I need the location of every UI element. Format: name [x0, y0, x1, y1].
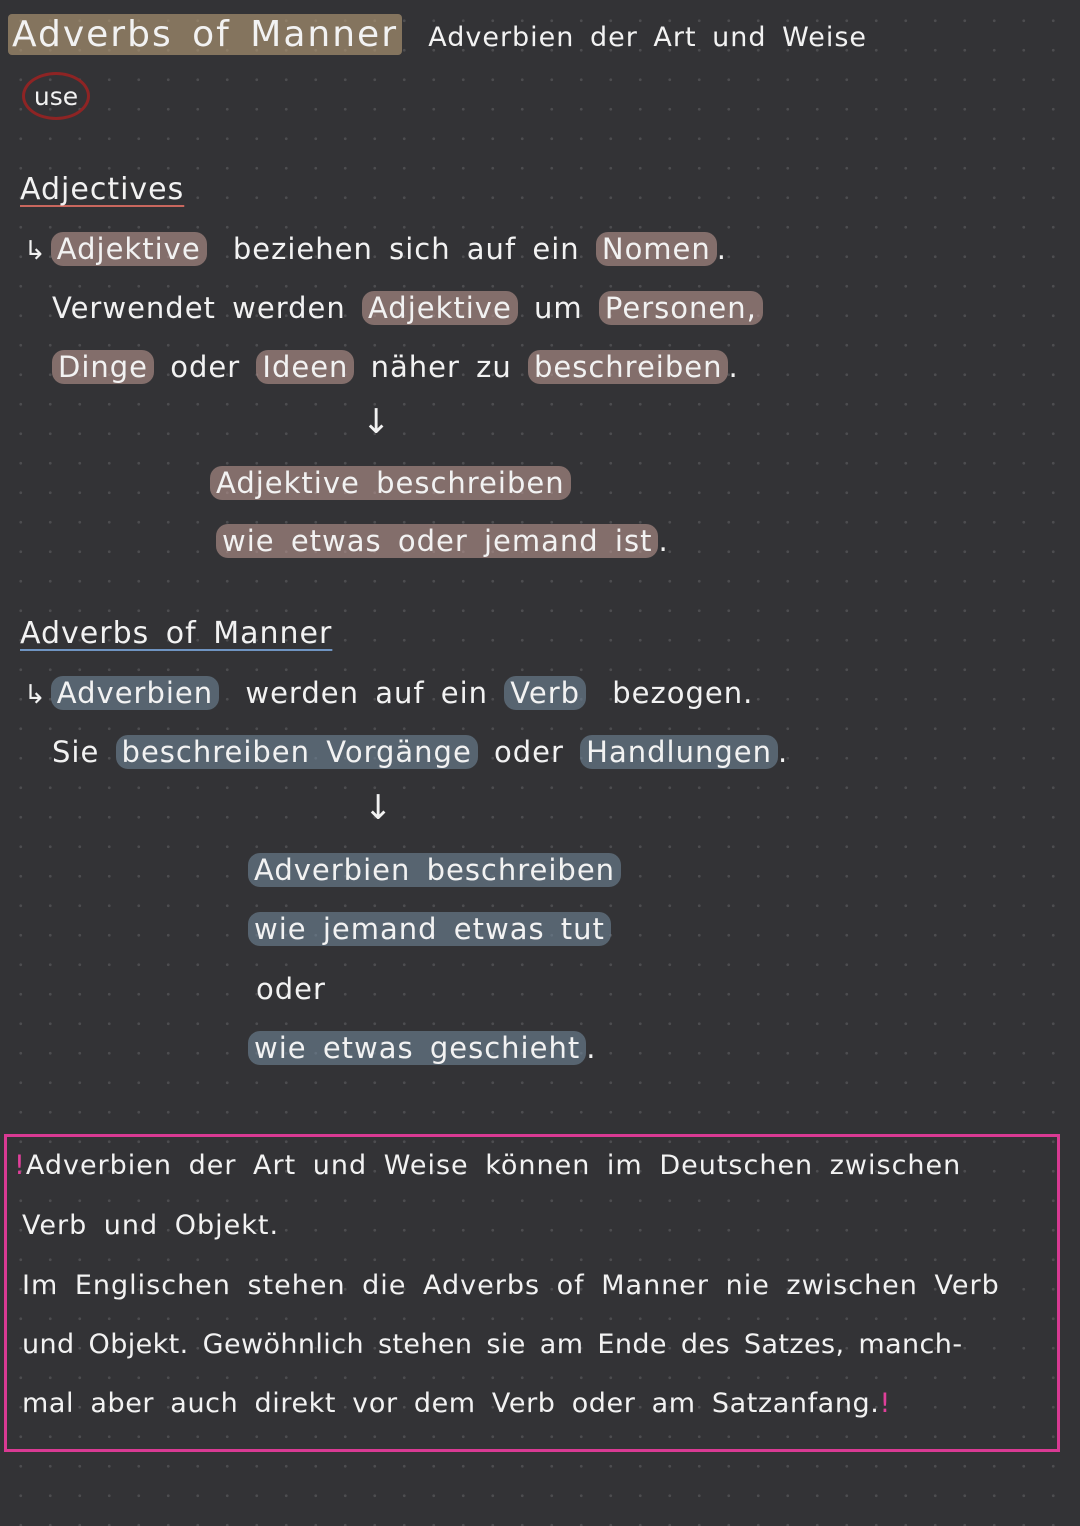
- text: bezogen.: [612, 676, 754, 710]
- exclamation-mark: !: [14, 1150, 26, 1181]
- adverbs-summary-2: [248, 912, 611, 946]
- word-adjektive: Adjektive: [51, 232, 207, 266]
- word-beschreiben: beschreiben: [528, 350, 729, 384]
- note-line-1: [14, 1150, 961, 1181]
- adjectives-heading: [20, 172, 184, 207]
- text: .: [716, 232, 728, 266]
- word-dinge: Dinge: [52, 350, 154, 384]
- note-line-5-text: mal aber auch direkt vor dem Verb oder am Satzanfang.: [22, 1388, 880, 1419]
- text: .: [777, 735, 789, 769]
- word-ideen: Ideen: [256, 350, 354, 384]
- note-line-2: [22, 1210, 279, 1241]
- adverbs-summary-4: [248, 1031, 596, 1065]
- note-line-4: [22, 1329, 962, 1360]
- note-line-2-text: Verb und Objekt.: [22, 1210, 280, 1241]
- adverbs-summary-1: [248, 853, 621, 887]
- text: oder: [494, 735, 564, 769]
- note-line-5: [22, 1388, 891, 1419]
- adverbs-summary-3: [256, 972, 326, 1006]
- adjectives-heading-text: Adjectives: [20, 172, 185, 207]
- down-arrow-icon: ↓: [362, 402, 391, 442]
- adverbs-summary-3-text: oder: [256, 972, 326, 1006]
- note-line-3-text: Im Englischen stehen die Adverbs of Manner nie zwischen Verb: [22, 1270, 1000, 1301]
- word-adverbien: Adverbien: [51, 676, 219, 710]
- text: oder: [170, 350, 241, 384]
- text: .: [728, 350, 739, 384]
- text: Verwendet werden: [52, 291, 346, 325]
- text: werden auf ein: [245, 676, 489, 710]
- text: näher zu: [370, 350, 512, 384]
- page-title: [8, 14, 867, 55]
- adverbs-summary-4-text: wie etwas geschieht: [248, 1031, 586, 1065]
- use-label: [22, 72, 90, 120]
- return-arrow-icon: ↳: [24, 236, 47, 266]
- word-adjektive: Adjektive: [362, 291, 518, 325]
- adverbs-heading: [20, 616, 332, 651]
- adverbs-summary-2-text: wie jemand etwas tut: [248, 912, 611, 946]
- title-german: Adverbien der Art und Weise: [428, 22, 868, 53]
- adjectives-line-3: [52, 350, 739, 384]
- word-verb: Verb: [504, 676, 586, 710]
- exclamation-mark: !: [879, 1388, 891, 1419]
- text: beziehen sich auf ein: [232, 232, 580, 266]
- down-arrow-icon: ↓: [364, 788, 393, 828]
- word-beschreiben-vorgaenge: beschreiben Vorgänge: [116, 735, 478, 769]
- text: .: [658, 524, 669, 558]
- adjectives-summary-1-text: Adjektive beschreiben: [210, 466, 571, 500]
- adverbs-line-2: [52, 735, 788, 769]
- word-personen: Personen,: [599, 291, 763, 325]
- adjectives-line-1: [24, 232, 727, 266]
- use-label-text: use: [33, 81, 79, 111]
- word-nomen: Nomen: [596, 232, 717, 266]
- text: Sie: [52, 735, 100, 769]
- adjectives-summary-2: [216, 524, 669, 558]
- adverbs-line-1: [24, 676, 753, 710]
- adjectives-summary-1: [210, 466, 571, 500]
- adverbs-summary-1-text: Adverbien beschreiben: [248, 853, 621, 887]
- note-line-3: [22, 1270, 1000, 1301]
- text: .: [586, 1031, 597, 1065]
- adjectives-line-2: [52, 291, 763, 325]
- note-line-1-text: Adverbien der Art und Weise können im Deutschen zwischen: [25, 1150, 962, 1181]
- note-line-4-text: und Objekt. Gewöhnlich stehen sie am Ende des Satzes, manch-: [22, 1329, 963, 1360]
- return-arrow-icon: ↳: [24, 680, 47, 710]
- text: um: [534, 291, 583, 325]
- word-handlungen: Handlungen: [580, 735, 778, 769]
- adverbs-heading-text: Adverbs of Manner: [20, 616, 333, 651]
- adjectives-summary-2-text: wie etwas oder jemand ist: [216, 524, 658, 558]
- title-main: Adverbs of Manner: [8, 14, 402, 55]
